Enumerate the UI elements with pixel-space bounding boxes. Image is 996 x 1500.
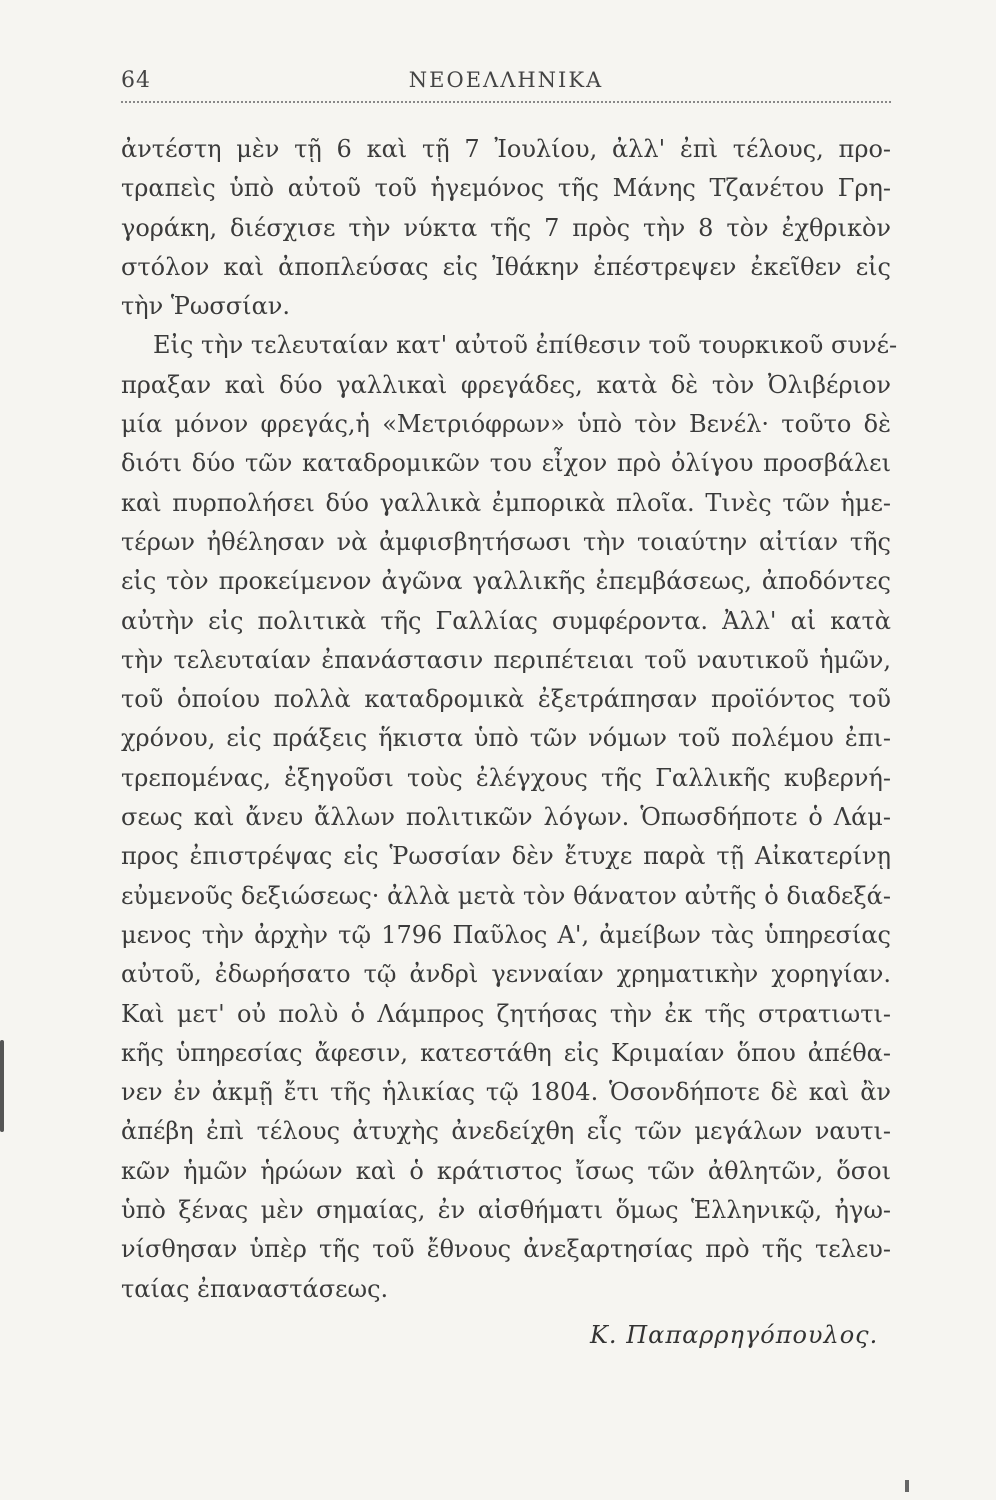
text-line: καὶ πυρπολήσει δύο γαλλικὰ ἐμπορικὰ πλοῖα. Τινὲς τῶν ἡμε- <box>121 488 891 517</box>
text-line: τραπεὶς ὑπὸ αὐτοῦ τοῦ ἡγεμόνος τῆς Μάνης Τζανέτου Γρη- <box>121 174 891 203</box>
text-line: τοῦ ὁποίου πολλὰ καταδρομικὰ ἐξετράπησαν προϊόντος τοῦ <box>121 685 891 714</box>
text-line: γοράκη, διέσχισε τὴν νύκτα τῆς 7 πρὸς τὴν 8 τὸν ἐχθρικὸν <box>121 213 891 242</box>
text-line: σεως καὶ ἄνευ ἄλλων πολιτικῶν λόγων. Ὁπωσδήποτε ὁ Λάμ- <box>121 803 891 832</box>
running-title: ΝΕΟΕΛΛΗΝΙΚΑ <box>408 68 604 92</box>
text-line: Καὶ μετ' οὐ πολὺ ὁ Λάμπρος ζητήσας τὴν ἐκ τῆς στρατιωτι- <box>121 999 891 1028</box>
text-line: τὴν τελευταίαν ἐπανάστασιν περιπέτειαι τοῦ ναυτικοῦ ἡμῶν, <box>121 645 891 674</box>
text-line: ὑπὸ ξένας μὲν σημαίας, ἐν αἰσθήματι ὅμως Ἑλληνικῷ, ἠγω- <box>121 1196 891 1225</box>
text-line: κῆς ὑπηρεσίας ἄφεσιν, κατεστάθη εἰς Κριμαίαν ὅπου ἀπέθα- <box>121 1038 891 1067</box>
text-line: ταίας ἐπαναστάσεως. <box>121 1274 389 1303</box>
text-line: τὴν Ῥωσσίαν. <box>121 292 291 321</box>
text-line: προς ἐπιστρέψας εἰς Ῥωσσίαν δὲν ἔτυχε παρὰ τῇ Αἰκατερίνῃ <box>121 842 891 871</box>
text-line: Εἰς τὴν τελευταίαν κατ' αὐτοῦ ἐπίθεσιν τοῦ τουρκικοῦ συνέ- <box>153 331 898 360</box>
text-line: μενος τὴν ἀρχὴν τῷ 1796 Παῦλος Α', ἀμείβων τὰς ὑπηρεσίας <box>121 920 891 949</box>
text-line: ἀντέστη μὲν τῇ 6 καὶ τῇ 7 Ἰουλίου, ἀλλ' ἐπὶ τέλους, προ- <box>121 135 891 163</box>
text-line: νίσθησαν ὑπὲρ τῆς τοῦ ἔθνους ἀνεξαρτησίας πρὸ τῆς τελευ- <box>121 1235 891 1264</box>
text-line: εἰς τὸν προκείμενον ἀγῶνα γαλλικῆς ἐπεμβάσεως, ἀποδόντες <box>121 567 891 596</box>
text-line: πραξαν καὶ δύο γαλλικαὶ φρεγάδες, κατὰ δὲ τὸν Ὀλιβέριον <box>121 370 891 399</box>
text-line: αὐτὴν εἰς πολιτικὰ τῆς Γαλλίας συμφέροντα. Ἀλλ' αἱ κατὰ <box>121 606 891 635</box>
page-header <box>121 60 891 100</box>
author-signature: Κ. Παπαρρηγόπουλος. <box>590 1321 879 1349</box>
text-line: κῶν ἡμῶν ἡρώων καὶ ὁ κράτιστος ἴσως τῶν ἀθλητῶν, ὅσοι <box>121 1156 891 1185</box>
text-line: τέρων ἠθέλησαν νὰ ἀμφισβητήσωσι τὴν τοιαύτην αἰτίαν τῆς <box>121 527 891 556</box>
text-line: χρόνου, εἰς πράξεις ἥκιστα ὑπὸ τῶν νόμων τοῦ πολέμου ἐπι- <box>121 724 891 753</box>
page-number: 64 <box>121 68 151 93</box>
header-divider <box>121 101 891 103</box>
text-line: αὐτοῦ, ἐδωρήσατο τῷ ἀνδρὶ γενναίαν χρηματικὴν χορηγίαν. <box>121 960 891 989</box>
scan-speck-mark <box>905 1480 909 1492</box>
text-line: εὐμενοῦς δεξιώσεως· ἀλλὰ μετὰ τὸν θάνατον αὐτῆς ὁ διαδεξά- <box>121 881 891 910</box>
text-line: νεν ἐν ἀκμῇ ἔτι τῆς ἡλικίας τῷ 1804. Ὁσονδήποτε δὲ καὶ ἂν <box>121 1078 891 1107</box>
text-line: ἀπέβη ἐπὶ τέλους ἀτυχὴς ἀνεδείχθη εἷς τῶν μεγάλων ναυτι- <box>121 1117 891 1146</box>
text-line: μία μόνον φρεγάς,ἡ «Μετριόφρων» ὑπὸ τὸν Βενέλ· τοῦτο δὲ <box>121 410 891 439</box>
text-line: τρεπομένας, ἐξηγοῦσι τοὺς ἐλέγχους τῆς Γαλλικῆς κυβερνή- <box>121 763 891 792</box>
text-line: διότι δύο τῶν καταδρομικῶν του εἶχον πρὸ ὀλίγου προσβάλει <box>121 449 891 478</box>
body-text <box>121 130 898 1309</box>
scan-edge-mark <box>0 1040 4 1132</box>
text-line: στόλον καὶ ἀποπλεύσας εἰς Ἰθάκην ἐπέστρεψεν ἐκεῖθεν εἰς <box>121 252 891 281</box>
